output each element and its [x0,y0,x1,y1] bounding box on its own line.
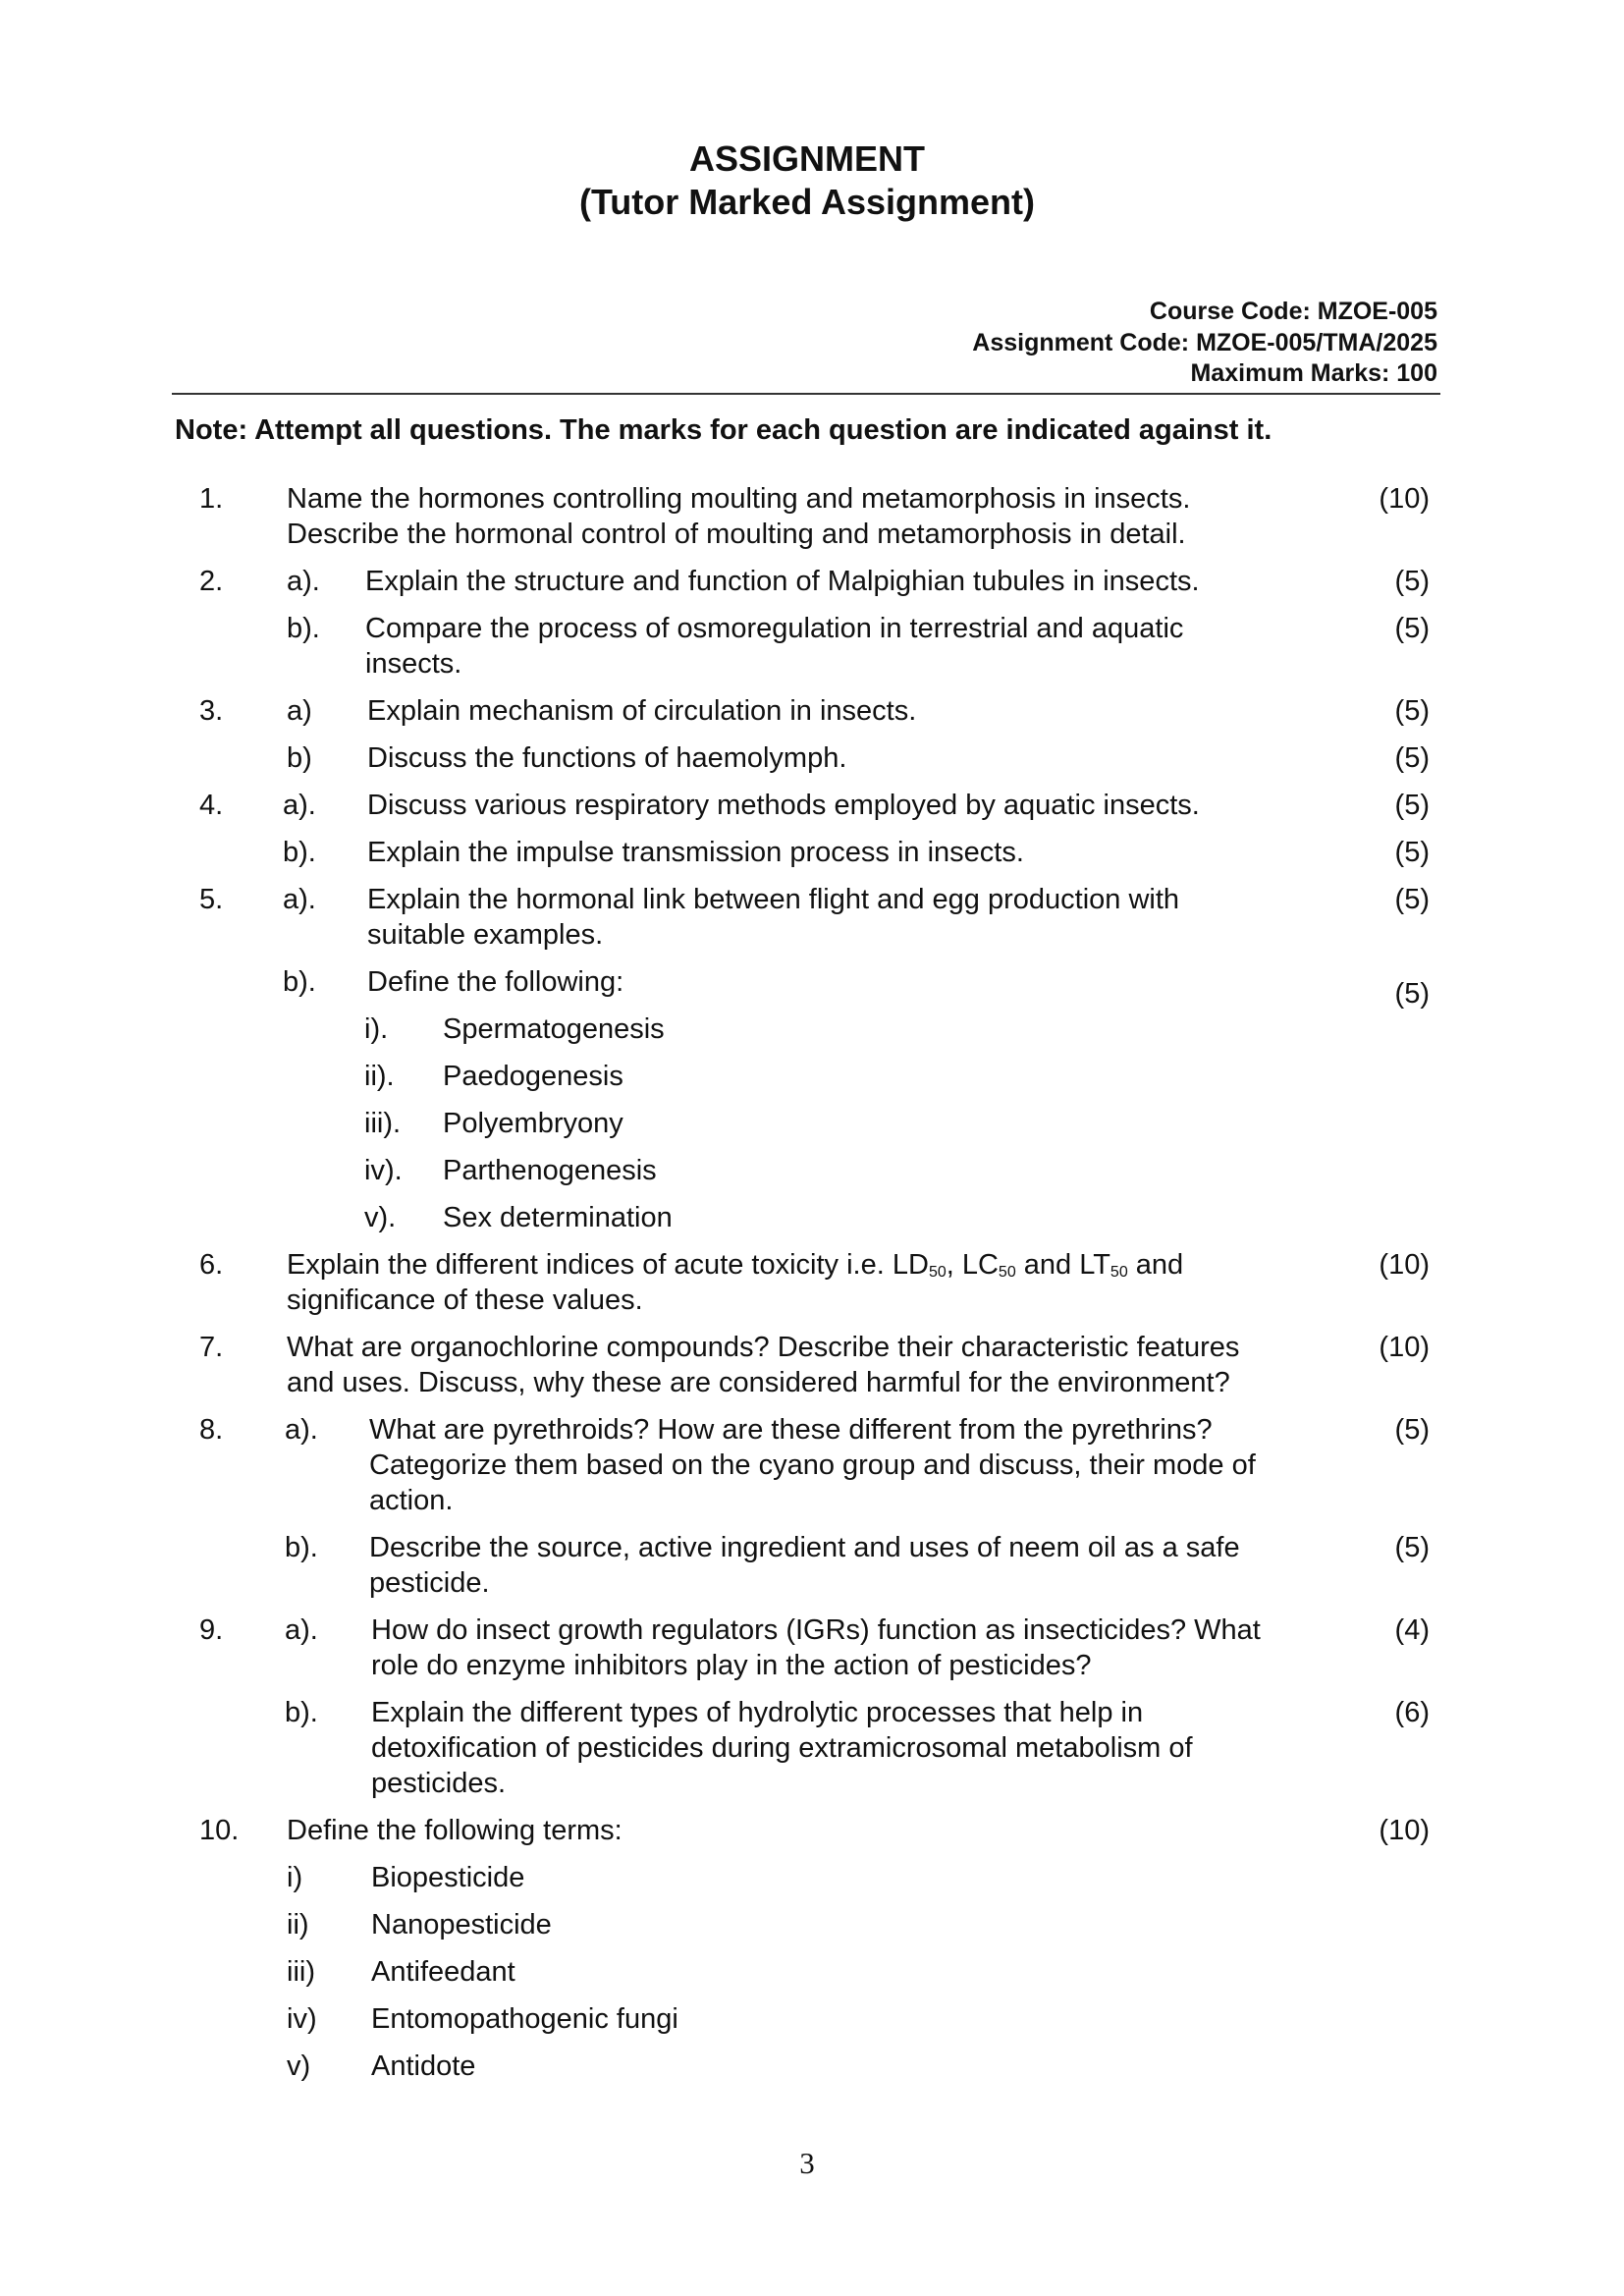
question-number: 8. [199,1414,224,1446]
question-text-part: , LC [946,1249,999,1281]
question-marks: (5) [1394,1414,1430,1446]
question-marks: (5) [1394,978,1430,1010]
question-text: insects. [365,648,462,680]
list-item: Sex determination [443,1202,673,1233]
list-item: Biopesticide [371,1862,525,1893]
question-text: action. [369,1485,454,1516]
question-text: and uses. Discuss, why these are considered harmful for the environment? [287,1367,1230,1398]
question-text: Define the following: [367,966,624,998]
question-text: What are organochlorine compounds? Describe their characteristic features [287,1332,1240,1363]
question-text: significance of these values. [287,1285,643,1316]
maximum-marks: Maximum Marks: 100 [1190,359,1437,387]
sub-question-label: a) [287,695,312,727]
question-text: Explain the impulse transmission process in insects. [367,837,1024,868]
sub-question-label: b). [285,1532,318,1563]
question-marks: (5) [1394,742,1430,774]
question-marks: (10) [1379,1332,1430,1363]
list-item: Paedogenesis [443,1061,623,1092]
list-item: Parthenogenesis [443,1155,657,1186]
question-number: 1. [199,483,224,515]
question-text-part: and [1127,1249,1184,1281]
question-number: 3. [199,695,224,727]
question-number: 9. [199,1614,224,1646]
sub-question-label: b). [283,837,316,868]
question-marks: (10) [1379,1815,1430,1846]
instructions-note: Note: Attempt all questions. The marks for each question are indicated against it. [175,414,1272,446]
subscript: 50 [1110,1264,1128,1281]
sub-question-label: a). [285,1414,318,1446]
question-text: Define the following terms: [287,1815,623,1846]
question-marks: (5) [1394,837,1430,868]
sub-question-label: b) [287,742,312,774]
question-marks: (6) [1394,1697,1430,1728]
list-item-label: ii). [364,1061,395,1092]
list-item-label: i) [287,1862,303,1893]
list-item-label: iv) [287,2003,317,2035]
question-text: Explain the different types of hydrolytic processes that help in [371,1697,1144,1728]
question-marks: (10) [1379,483,1430,515]
question-marks: (5) [1394,566,1430,597]
question-marks: (5) [1394,884,1430,915]
page-title: ASSIGNMENT [688,138,925,179]
list-item: Entomopathogenic fungi [371,2003,678,2035]
question-text [287,1247,1183,1283]
sub-question-label: a). [283,790,316,821]
question-text: Describe the source, active ingredient and uses of neem oil as a safe [369,1532,1240,1563]
question-text: Discuss various respiratory methods employed by aquatic insects. [367,790,1200,821]
list-item: Nanopesticide [371,1909,552,1941]
page-subtitle: (Tutor Marked Assignment) [578,182,1036,222]
sub-question-label: b). [287,613,320,644]
question-text: Name the hormones controlling moulting and metamorphosis in insects. [287,483,1191,515]
question-marks: (4) [1394,1614,1430,1646]
sub-question-label: b). [283,966,316,998]
question-text-part: Explain the different indices of acute toxicity i.e. LD [287,1249,929,1281]
question-text: Describe the hormonal control of moulting and metamorphosis in detail. [287,519,1186,550]
question-text: Explain the hormonal link between flight and egg production with [367,884,1180,915]
list-item: Antidote [371,2050,476,2082]
question-text: Discuss the functions of haemolymph. [367,742,847,774]
sub-question-label: a). [285,1614,318,1646]
list-item: Polyembryony [443,1108,623,1139]
list-item: Antifeedant [371,1956,515,1988]
list-item-label: v) [287,2050,311,2082]
question-text: detoxification of pesticides during extramicrosomal metabolism of [371,1732,1193,1764]
question-number: 10. [199,1815,240,1846]
subscript: 50 [998,1264,1016,1281]
question-marks: (10) [1379,1249,1430,1281]
list-item-label: iii). [364,1108,402,1139]
subscript: 50 [928,1264,947,1281]
question-marks: (5) [1394,695,1430,727]
assignment-code: Assignment Code: MZOE-005/TMA/2025 [972,329,1437,356]
sub-question-label: a). [287,566,320,597]
list-item-label: iii) [287,1956,315,1988]
sub-question-label: a). [283,884,316,915]
question-number: 7. [199,1332,224,1363]
course-code: Course Code: MZOE-005 [1149,298,1437,325]
list-item-label: ii) [287,1909,309,1941]
list-item: Spermatogenesis [443,1013,665,1045]
header-divider [172,393,1440,395]
sub-question-label: b). [285,1697,318,1728]
question-number: 2. [199,566,224,597]
question-text: Compare the process of osmoregulation in terrestrial and aquatic [365,613,1184,644]
list-item-label: v). [364,1202,397,1233]
page-number: 3 [799,2146,815,2180]
question-text: What are pyrethroids? How are these different from the pyrethrins? [369,1414,1213,1446]
list-item-label: iv). [364,1155,403,1186]
question-text: Explain mechanism of circulation in insects. [367,695,917,727]
question-text: role do enzyme inhibitors play in the action of pesticides? [371,1650,1092,1681]
question-number: 4. [199,790,224,821]
list-item-label: i). [364,1013,389,1045]
question-text-part: and LT [1015,1249,1110,1281]
question-text: Categorize them based on the cyano group and discuss, their mode of [369,1449,1256,1481]
question-number: 5. [199,884,224,915]
question-marks: (5) [1394,790,1430,821]
question-text: suitable examples. [367,919,604,951]
question-marks: (5) [1394,613,1430,644]
question-text: pesticide. [369,1567,490,1599]
question-text: How do insect growth regulators (IGRs) function as insecticides? What [371,1614,1261,1646]
question-marks: (5) [1394,1532,1430,1563]
question-number: 6. [199,1249,224,1281]
question-text: Explain the structure and function of Malpighian tubules in insects. [365,566,1200,597]
question-text: pesticides. [371,1768,507,1799]
